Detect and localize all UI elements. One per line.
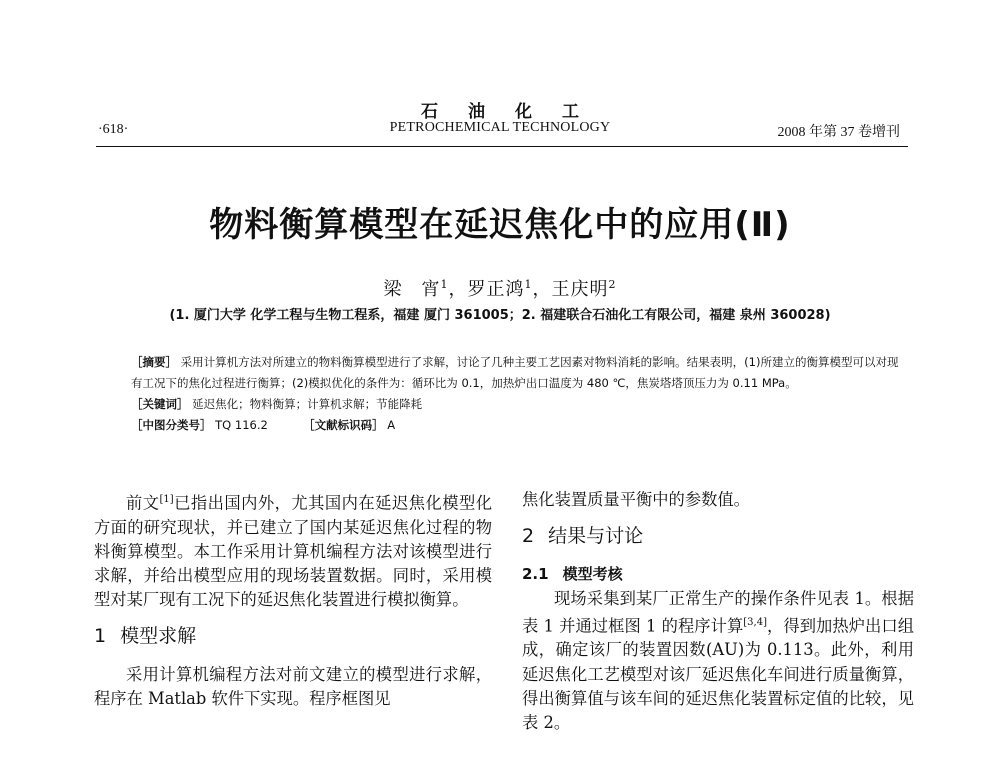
abstract-block	[131, 352, 901, 436]
section-number: 2	[522, 525, 535, 548]
subsection-heading-2-1	[522, 562, 914, 586]
right-column	[522, 488, 914, 735]
abstract-label: ［摘要］	[131, 355, 177, 369]
clc-value: TQ 116.2	[215, 418, 268, 432]
section-title: 模型求解	[120, 625, 197, 648]
author-list: 梁 宵$^1$，罗正鸿$^1$，王庆明$^2$	[383, 278, 617, 300]
clc-label: ［中图分类号］	[131, 418, 212, 432]
subsection-number: 2.1	[522, 565, 549, 584]
intro-text-start: 前文	[126, 493, 160, 513]
article-title: 物料衡算模型在延迟焦化中的应用(Ⅱ)	[209, 205, 791, 245]
section-heading-1	[94, 624, 492, 648]
subsection-title: 模型考核	[562, 565, 623, 584]
doc-code-value: A	[387, 418, 396, 432]
journal-name-en: PETROCHEMICAL TECHNOLOGY	[389, 120, 611, 135]
page-number: ·618·	[98, 122, 129, 137]
issue-info: 2008 年第 37 卷增刊	[777, 125, 900, 140]
section21-text-start: 现场采集到某厂正常生产的操作条件见表 1。根据表 1 并通过框图 1 的程序计算	[522, 588, 914, 636]
continued-paragraph: 焦化装置质量平衡中的参数值。	[522, 490, 750, 509]
section21-paragraph	[522, 587, 914, 736]
author-affiliation-mark: 1	[440, 278, 449, 291]
header-divider	[96, 146, 908, 147]
classification	[131, 415, 901, 436]
intro-paragraph	[94, 488, 492, 612]
author-affiliation-mark: 1	[524, 278, 533, 291]
keywords-text: 延迟焦化；物料衡算；计算机求解；节能降耗	[192, 397, 423, 411]
section21-text-rest: ，得到加热炉出口组成，确定该厂的装置因数(AU)为 0.113。此外，利用延迟焦化工艺模型对该厂延迟焦化车间进行质量衡算，得出衡算值与该车间的延迟焦化装置标定值的比较，见表 2。	[522, 616, 914, 733]
section-heading-2	[522, 524, 914, 548]
keywords-label: ［关键词］	[131, 397, 189, 411]
abstract	[131, 352, 901, 394]
affiliations: (1. 厦门大学 化学工程与生物工程系，福建 厦门 361005；2. 福建联合石油化工有限公司，福建 泉州 360028)	[169, 308, 831, 323]
section-number: 1	[94, 625, 107, 648]
section-title: 结果与讨论	[548, 525, 644, 548]
keywords	[131, 394, 901, 415]
doc-code-label: ［文献标识码］	[303, 418, 384, 432]
citation: [1]	[159, 494, 174, 505]
author-affiliation-mark: 2	[608, 278, 617, 291]
abstract-text: 采用计算机方法对所建立的物料衡算模型进行了求解，讨论了几种主要工艺因素对物料消耗的影响。结果表明，(1)所建立的衡算模型可以对现有工况下的焦化过程进行衡算；(2)模拟优化的条件为：循环比为 0.1，加热炉出口温度为 480 ℃，焦炭塔塔顶压力为 0.11 MPa。	[131, 355, 899, 390]
journal-name-cn: 石油化工	[421, 102, 609, 122]
author-name: 罗正鸿	[467, 279, 525, 300]
intro-text-rest: 已指出国内外，尤其国内在延迟焦化模型化方面的研究现状，并已建立了国内某延迟焦化过程的物料衡算模型。本工作采用计算机编程方法对该模型进行求解，并给出模型应用的现场装置数据。同时，采用模型对某厂现有工况下的延迟焦化装置进行模拟衡算。	[94, 493, 492, 610]
citation: [3,4]	[743, 616, 767, 628]
author-name: 王庆明	[551, 279, 609, 300]
section1-paragraph: 采用计算机编程方法对前文建立的模型进行求解，程序在 Matlab 软件下实现。程序框图见	[94, 664, 492, 708]
author-name: 梁 宵	[383, 279, 441, 300]
left-column	[94, 488, 492, 711]
